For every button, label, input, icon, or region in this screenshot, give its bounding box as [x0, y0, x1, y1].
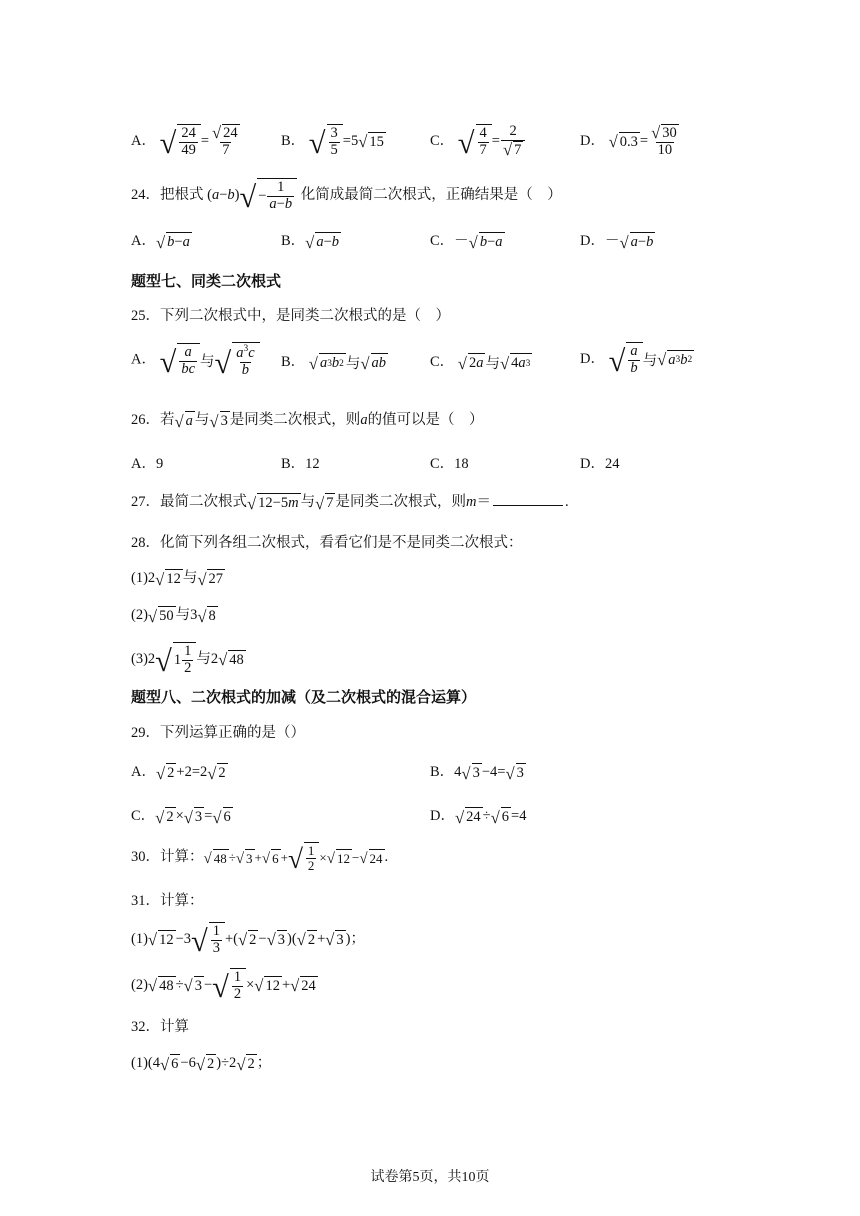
q24-option-a: A． √ b − a — [131, 232, 190, 252]
q28-part-1: (1)2 √ 12 与 √ 27 — [131, 569, 223, 589]
q28-part-2: (2) √ 50 与3 √ 8 — [131, 606, 216, 626]
q26-option-c: C．18 — [430, 456, 469, 472]
page-footer: 试卷第5页，共10页 — [370, 1170, 490, 1185]
question-25: 25．下列二次根式中，是同类二次根式的是（ ） — [131, 308, 450, 324]
section-title-8: 题型八、二次根式的加减（及二次根式的混合运算） — [131, 688, 477, 706]
q29-option-b: B．4 √ 3 −4= √ 3 — [430, 763, 524, 783]
question-28: 28．化简下列各组二次根式，看看它们是不是同类二次根式： — [131, 535, 523, 551]
q29-option-d: D． √ 24 ÷ √ 6 =4 — [430, 807, 527, 827]
question-31: 31．计算： — [131, 893, 204, 909]
q25-option-d: D． √ $\frac{a}{b}$ 与 √ a 3 b 2 — [580, 343, 693, 379]
question-27: 27．最简二次根式 √ 12−5 m 与 √ 7 是同类二次根式，则m＝ . — [131, 493, 569, 513]
q26-option-b: B．12 — [281, 456, 320, 472]
q24-option-d: D．－ √ a − b — [580, 232, 654, 252]
q25-option-c: C． √ 2 a 与 √ 4 a 3 — [430, 353, 531, 373]
answer-blank[interactable] — [493, 505, 563, 506]
question-26: 26．若 √ a 与 √ 3 是同类二次根式，则a的值可以是（ ） — [131, 411, 484, 431]
q23-option-d: D． √ 0.3 = √ 30 10 — [580, 123, 677, 158]
q23-option-c: C． √ $\frac{4}{7}$ = 2 √ 7 — [430, 124, 526, 159]
question-29: 29．下列运算正确的是（） — [131, 725, 305, 741]
section-title-7: 题型七、同类二次根式 — [131, 272, 282, 290]
question-32: 32．计算 — [131, 1019, 189, 1035]
q25-option-b: B． √ a 3 b 2 与 √ ab — [281, 353, 387, 373]
q32-part-1: (1)(4 √ 6 −6 √ 2 )÷2 √ 2 ； — [131, 1054, 272, 1074]
q24-option-b: B． √ a − b — [281, 232, 340, 252]
q28-part-3: (3)2 √ 1 $\frac{1}{2}$ 与2 √ 48 — [131, 643, 244, 679]
q31-part-2: (2) √ 48 ÷ √ 3 − √ $\frac{1}{2}$ × √ 12 + √ 24 — [131, 969, 316, 1005]
q26-option-a: A．9 — [131, 456, 164, 472]
q29-option-a: A． √ 2 +2=2 √ 2 — [131, 763, 226, 783]
q23-option-a: A． √ $\frac{24}{49}$ = √ 24 7 — [131, 123, 238, 161]
q24-option-c: C．－ √ b − a — [430, 232, 503, 252]
q25-option-a: A． √ $\frac{a}{bc}$ 与 √ $\frac{a^3c}{b}$ — [131, 342, 260, 379]
question-30: 30．计算： √ 48 ÷ √ 3 + √ 6 + √ $\frac{1}{2}$ × √ 12 − √ 24 . — [131, 843, 389, 875]
q26-option-d: D．24 — [580, 456, 620, 472]
q31-part-1: (1) √ 12 −3 √ $\frac{1}{3}$ +( √ 2 − √ 3 )( √ 2 + √ 3 )； — [131, 923, 366, 959]
q23-option-b: B． √ $\frac{3}{5}$ =5 √ 15 — [281, 125, 384, 161]
question-24: 24．把根式 ( a − b ) √ − $\frac{1}{a-b}$ 化简成最简二次根式，正确结果是（ ） — [131, 179, 562, 215]
q29-option-c: C． √ 2 × √ 3 = √ 6 — [131, 807, 231, 827]
